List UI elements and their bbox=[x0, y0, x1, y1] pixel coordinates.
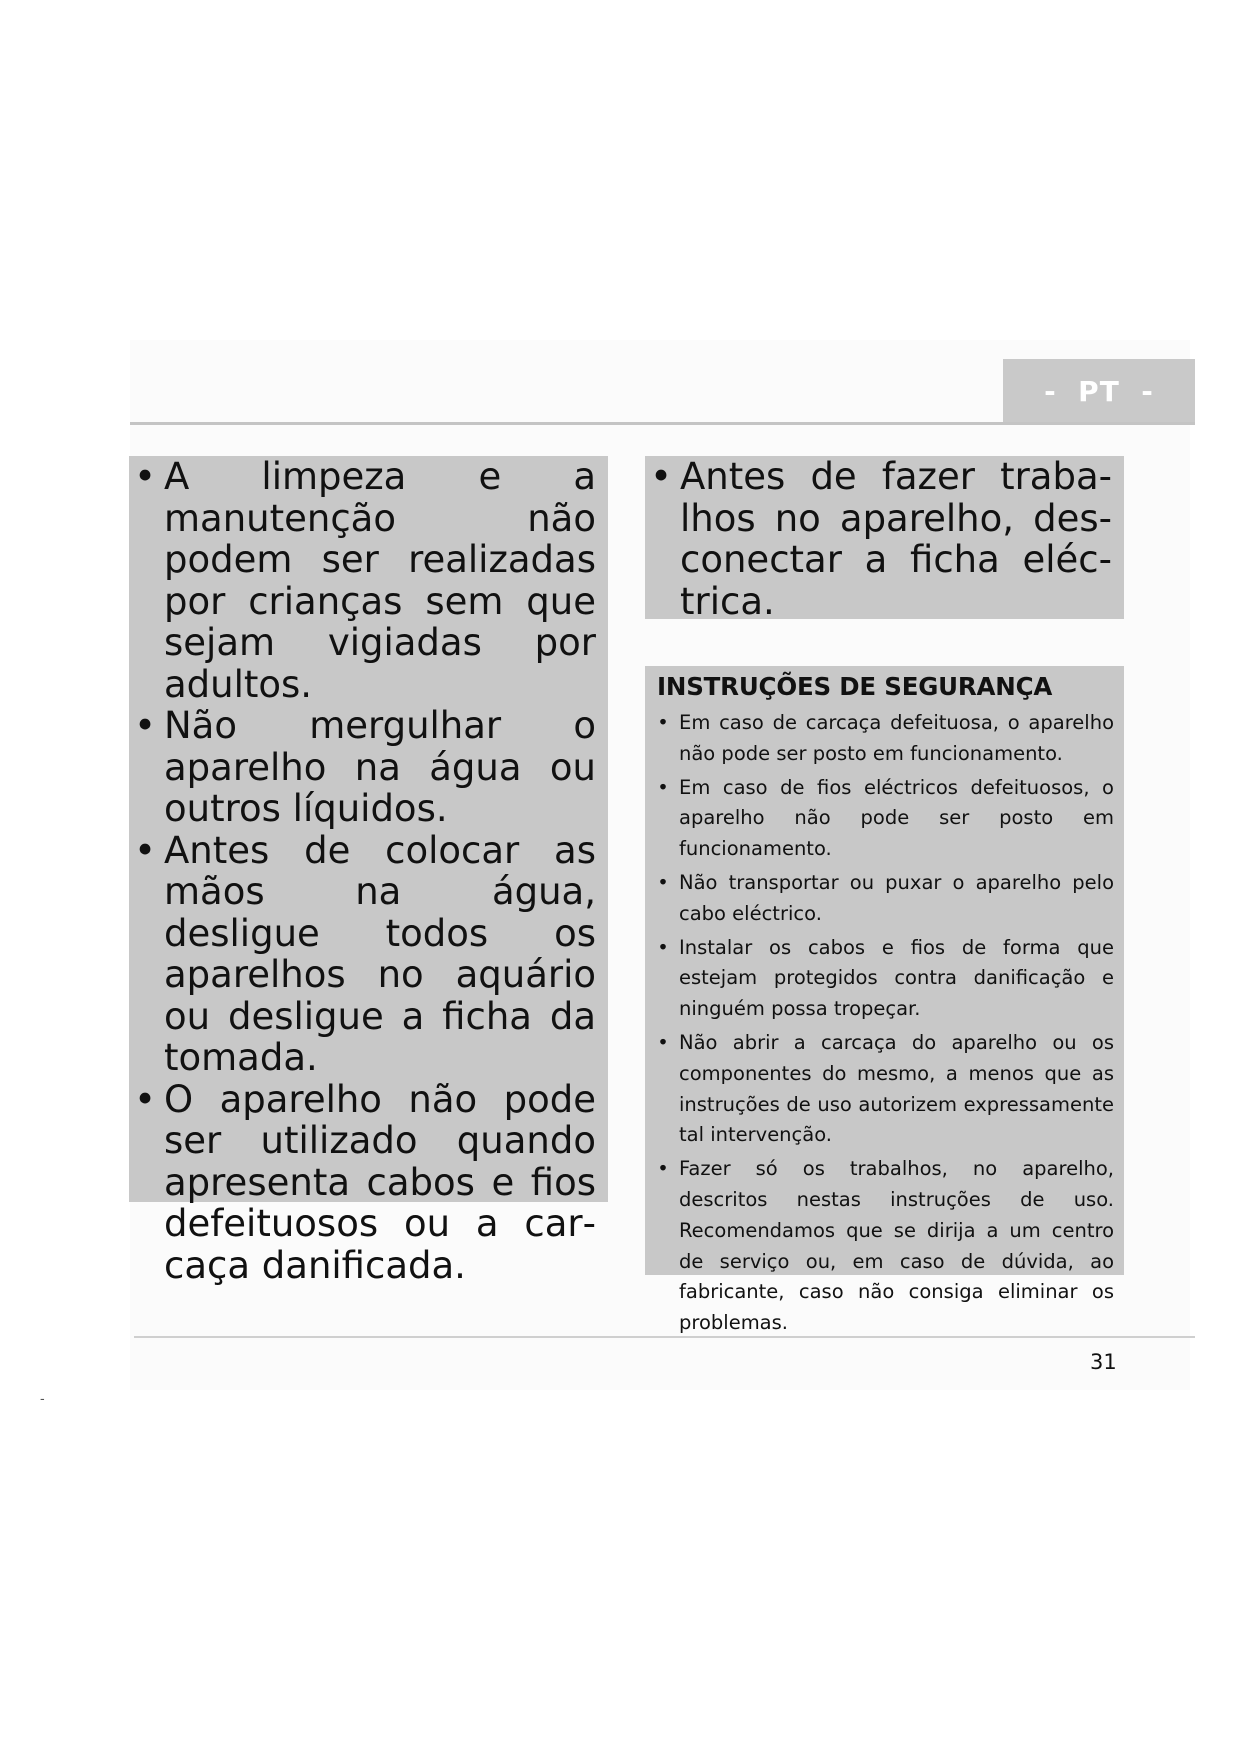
list-item-text: Não mergulhar o aparelho na água ou outros líquidos. bbox=[164, 704, 596, 830]
bullet-icon: • bbox=[134, 828, 156, 872]
list-item bbox=[134, 455, 596, 706]
list-item-text: Não abrir a carcaça do aparelho ou os componentes do mesmo, a menos que as instruções de uso autorizem expressamente tal intervenção. bbox=[679, 1030, 1114, 1147]
list-item-text: O aparelho não pode ser utilizado quando apresenta cabos e fios defeituosos ou a carcaça danificada. bbox=[164, 1077, 596, 1287]
list-item bbox=[134, 828, 596, 1079]
list-item-text: Em caso de carcaça defeituosa, o aparelho não pode ser posto em funcionamento. bbox=[679, 711, 1114, 765]
list-item bbox=[134, 704, 596, 830]
bullet-icon: • bbox=[134, 704, 156, 747]
list-item-text: Em caso de fios eléctricos defeituosos, o aparelho não pode ser posto em funcionamento. bbox=[679, 775, 1114, 861]
list-item bbox=[657, 708, 1114, 770]
bullet-icon: • bbox=[134, 1077, 156, 1121]
list-item bbox=[657, 773, 1114, 865]
warnings-panel-right bbox=[645, 455, 1124, 623]
warnings-list-right bbox=[650, 455, 1112, 623]
list-item bbox=[657, 868, 1114, 930]
safety-instructions-list bbox=[651, 708, 1114, 1339]
list-item-text: Não transportar ou puxar o aparelho pelo cabo eléctrico. bbox=[679, 870, 1114, 925]
safety-instructions-title: INSTRUÇÕES DE SEGURANÇA bbox=[657, 672, 1053, 701]
page-number: 31 bbox=[1090, 1350, 1117, 1374]
warnings-panel-left bbox=[129, 455, 608, 1287]
list-item-text: Antes de colocar as mãos na água, desligue todos os aparelhos no aquário ou desligue a ficha da tomada. bbox=[164, 828, 596, 1079]
bullet-icon: • bbox=[657, 1030, 669, 1054]
bullet-icon: • bbox=[657, 935, 669, 959]
list-item-text: Fazer só os trabalhos, no aparelho, descritos nestas instruções de uso. Recomendamos que se dirija a um centro de serviço ou, em caso de dúvida, ao fabricante, caso não consiga eliminar os problemas. bbox=[679, 1157, 1114, 1335]
bullet-icon: • bbox=[134, 455, 156, 498]
bullet-icon: • bbox=[657, 711, 669, 734]
header-rule bbox=[130, 422, 1195, 425]
safety-instructions-panel bbox=[645, 666, 1124, 1335]
warnings-list-left bbox=[134, 455, 596, 1287]
list-item bbox=[657, 1154, 1114, 1339]
language-tab: - PT - bbox=[1003, 359, 1195, 424]
list-item bbox=[657, 1028, 1114, 1151]
list-item-text: A limpeza e a manutenção não podem ser realizadas por crianças sem que sejam vigiadas por adultos. bbox=[164, 455, 596, 706]
list-item-text: Antes de fazer trabalhos no aparelho, desconectar a ficha eléctrica. bbox=[680, 455, 1112, 623]
bullet-icon: • bbox=[657, 870, 669, 894]
bullet-icon: • bbox=[657, 1157, 669, 1181]
stray-mark: - bbox=[40, 1390, 45, 1406]
bullet-icon: • bbox=[650, 455, 672, 498]
footer-rule bbox=[134, 1336, 1195, 1338]
list-item bbox=[657, 933, 1114, 1025]
bullet-icon: • bbox=[657, 775, 669, 799]
list-item bbox=[134, 1077, 596, 1287]
list-item bbox=[650, 455, 1112, 623]
list-item-text: Instalar os cabos e fios de forma que estejam protegidos contra danificação e ninguém possa tropeçar. bbox=[679, 935, 1114, 1021]
